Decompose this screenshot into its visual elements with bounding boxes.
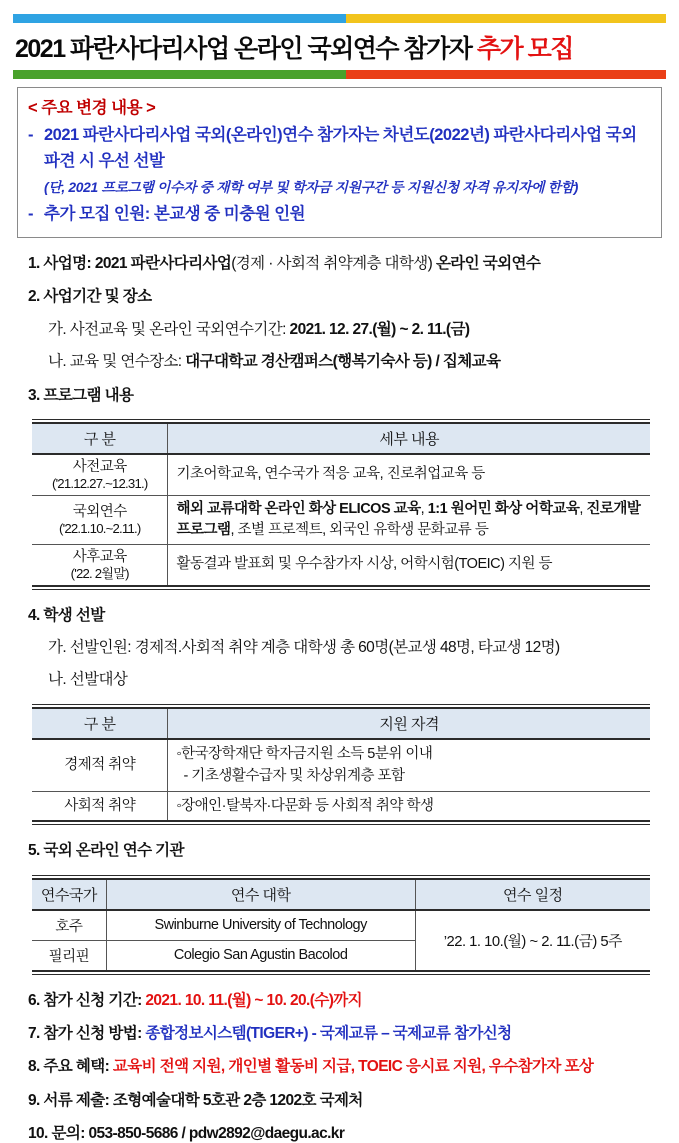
section-4-item-a-value: 경제적.사회적 취약 계층 대학생 총 60명(본교생 48명, 타교생 12명) bbox=[134, 639, 560, 657]
eligibility-line: ◦한국장학재단 학자금지원 소득 5분위 이내 bbox=[176, 745, 433, 762]
program-contents-table bbox=[32, 422, 650, 587]
table-row bbox=[32, 739, 650, 791]
row-label-overseas-training bbox=[32, 495, 168, 544]
title-block bbox=[13, 14, 666, 79]
section-9-label: 9. 서류 제출: bbox=[28, 1091, 113, 1109]
table-header-row bbox=[32, 879, 650, 910]
section-3-heading: 3. 프로그램 내용 bbox=[28, 386, 134, 404]
section-6-label: 6. 참가 신청 기간: bbox=[28, 991, 146, 1009]
row-label-post-education bbox=[32, 544, 168, 585]
row-period-text: ('22.1.10.~2.11.) bbox=[59, 520, 141, 536]
section-2-item-a-label: 가. 사전교육 및 온라인 국외연수기간: bbox=[48, 320, 290, 338]
row-content-overseas-training bbox=[168, 495, 650, 544]
section-10-label: 10. 문의: bbox=[28, 1125, 89, 1143]
title-bottom-bar-green-segment bbox=[13, 70, 346, 79]
eligibility-table bbox=[32, 707, 650, 822]
row-label-pre-education bbox=[32, 454, 168, 495]
title-bottom-bar bbox=[13, 70, 666, 79]
institutions-table bbox=[32, 878, 650, 972]
section-4-item-b: 나. 선발대상 bbox=[48, 671, 128, 689]
row-content-pre-education: 기초어학교육, 연수국가 적응 교육, 진로취업교육 등 bbox=[168, 454, 650, 495]
section-10-contact bbox=[28, 1124, 666, 1143]
cell-university-colegio: Colegio San Agustin Bacolod bbox=[106, 940, 415, 971]
dash-bullet: - bbox=[28, 125, 33, 144]
section-1-program: 2021 파란사다리사업 bbox=[94, 255, 232, 273]
column-header-details: 세부 내용 bbox=[168, 423, 650, 454]
section-7-application-method bbox=[28, 1024, 666, 1043]
major-changes-note: (단, 2021 프로그램 이수자 중 재학 여부 및 학자금 지원구간 등 지원신청 자격 유지자에 한함) bbox=[44, 180, 579, 196]
cell-country-philippines: 필리핀 bbox=[32, 940, 106, 971]
table-row bbox=[32, 910, 650, 941]
section-2-item-b-value: 대구대학교 경산캠퍼스(행복기숙사 등) / 집체교육 bbox=[185, 353, 501, 371]
row-label-text: 사전교육 bbox=[72, 458, 127, 475]
section-8-value: 교육비 전액 지원, 개인별 활동비 지급, TOEIC 응시료 지원, 우수참가자 포상 bbox=[112, 1058, 594, 1076]
section-5-heading: 5. 국외 온라인 연수 기관 bbox=[28, 842, 184, 860]
section-2-item-b-label: 나. 교육 및 연수장소: bbox=[48, 353, 186, 371]
section-4-item-a-label: 가. 선발인원: bbox=[48, 639, 135, 657]
content-separator: , bbox=[579, 500, 587, 517]
column-header-schedule: 연수 일정 bbox=[415, 879, 650, 910]
row-label-social: 사회적 취약 bbox=[32, 791, 168, 821]
section-10-value: 053-850-5686 / pdw2892@daegu.ac.kr bbox=[88, 1125, 345, 1143]
major-changes-item-1-text: 2021 파란사다리사업 국외(온라인)연수 참가자는 차년도(2022년) 파란사다리사업 국외파견 시 우선 선발 bbox=[44, 125, 637, 171]
section-2-period-place bbox=[28, 287, 666, 371]
major-changes-heading: < 주요 변경 내용 > bbox=[28, 99, 156, 117]
eligibility-line: - 기초생활수급자 및 차상위계층 포함 bbox=[183, 768, 405, 785]
eligibility-line: ◦장애인·탈북자·다문화 등 사회적 취약 학생 bbox=[176, 797, 434, 814]
page-title-highlight: 추가 모집 bbox=[476, 35, 573, 63]
table-row bbox=[32, 544, 650, 585]
cell-university-swinburne: Swinburne University of Technology bbox=[106, 910, 415, 941]
column-header-category: 구 분 bbox=[32, 708, 168, 739]
dash-bullet: - bbox=[28, 205, 33, 224]
table-row bbox=[32, 454, 650, 495]
column-header-country: 연수국가 bbox=[32, 879, 106, 910]
section-8-label: 8. 주요 혜택: bbox=[28, 1058, 113, 1076]
row-label-economic: 경제적 취약 bbox=[32, 739, 168, 791]
institutions-table-wrap bbox=[32, 875, 650, 975]
section-1-program-type: 온라인 국외연수 bbox=[435, 255, 541, 273]
row-period-text: ('21.12.27.~12.31.) bbox=[51, 475, 148, 491]
content-bold-segment: 1:1 원어민 화상 어학교육 bbox=[427, 500, 580, 517]
major-changes-item-1 bbox=[28, 122, 651, 175]
section-2-heading: 2. 사업기간 및 장소 bbox=[28, 288, 152, 306]
section-5-institutions bbox=[28, 841, 666, 860]
section-9-document-submission bbox=[28, 1091, 666, 1110]
major-changes-item-2-text: 추가 모집 인원: 본교생 중 미충원 인원 bbox=[44, 205, 306, 224]
table-row bbox=[32, 791, 650, 821]
page-title-main: 2021 파란사다리사업 온라인 국외연수 참가자 bbox=[15, 35, 477, 63]
section-9-value: 조형예술대학 5호관 2층 1202호 국제처 bbox=[112, 1091, 363, 1109]
section-1-program-name bbox=[28, 254, 666, 273]
section-4-heading: 4. 학생 선발 bbox=[28, 606, 105, 624]
title-top-bar-yellow-segment bbox=[346, 14, 666, 23]
row-label-text: 국외연수 bbox=[72, 503, 127, 520]
row-content-economic bbox=[168, 739, 650, 791]
section-7-value: 종합정보시스템(TIGER+) - 국제교류 – 국제교류 참가신청 bbox=[145, 1024, 512, 1042]
section-1-target-note: (경제 · 사회적 취약계층 대학생) bbox=[231, 255, 436, 273]
section-3-program-contents bbox=[28, 386, 666, 405]
table-row bbox=[32, 495, 650, 544]
page-title bbox=[15, 29, 666, 65]
content-separator: , bbox=[420, 500, 428, 517]
major-changes-box bbox=[17, 87, 662, 238]
table-header-row bbox=[32, 423, 650, 454]
title-bottom-bar-red-segment bbox=[346, 70, 666, 79]
section-4-student-selection bbox=[28, 606, 666, 690]
section-6-application-period bbox=[28, 991, 666, 1010]
eligibility-table-wrap bbox=[32, 704, 650, 825]
column-header-university: 연수 대학 bbox=[106, 879, 415, 910]
row-period-text: ('22. 2월말) bbox=[70, 565, 129, 581]
section-8-benefits bbox=[28, 1057, 666, 1076]
cell-country-australia: 호주 bbox=[32, 910, 106, 941]
row-label-text: 사후교육 bbox=[72, 548, 127, 565]
program-contents-table-wrap bbox=[32, 419, 650, 590]
content-bold-segment: 해외 교류대학 온라인 화상 ELICOS 교육 bbox=[176, 500, 421, 517]
section-2-item-a bbox=[48, 320, 666, 339]
section-2-item-a-value: 2021. 12. 27.(월) ~ 2. 11.(금) bbox=[289, 320, 470, 338]
title-top-bar-blue-segment bbox=[13, 14, 346, 23]
section-1-label: 1. 사업명: bbox=[28, 255, 95, 273]
row-content-post-education: 활동결과 발표회 및 우수참가자 시상, 어학시험(TOEIC) 지원 등 bbox=[168, 544, 650, 585]
content-regular-segment: , 조별 프로젝트, 외국인 유학생 문화교류 등 bbox=[230, 521, 489, 538]
section-4-item-a bbox=[48, 638, 666, 657]
row-content-social bbox=[168, 791, 650, 821]
content-bold-segment: 진로개발 프로그램 bbox=[176, 500, 641, 538]
cell-schedule: ’22. 1. 10.(월) ~ 2. 11.(금) 5주 bbox=[415, 910, 650, 971]
major-changes-item-2 bbox=[28, 201, 651, 228]
table-header-row bbox=[32, 708, 650, 739]
section-2-item-b bbox=[48, 352, 666, 371]
column-header-category: 구 분 bbox=[32, 423, 168, 454]
section-6-value: 2021. 10. 11.(월) ~ 10. 20.(수)까지 bbox=[145, 991, 363, 1009]
title-top-bar bbox=[13, 14, 666, 23]
column-header-eligibility: 지원 자격 bbox=[168, 708, 650, 739]
section-7-label: 7. 참가 신청 방법: bbox=[28, 1024, 146, 1042]
